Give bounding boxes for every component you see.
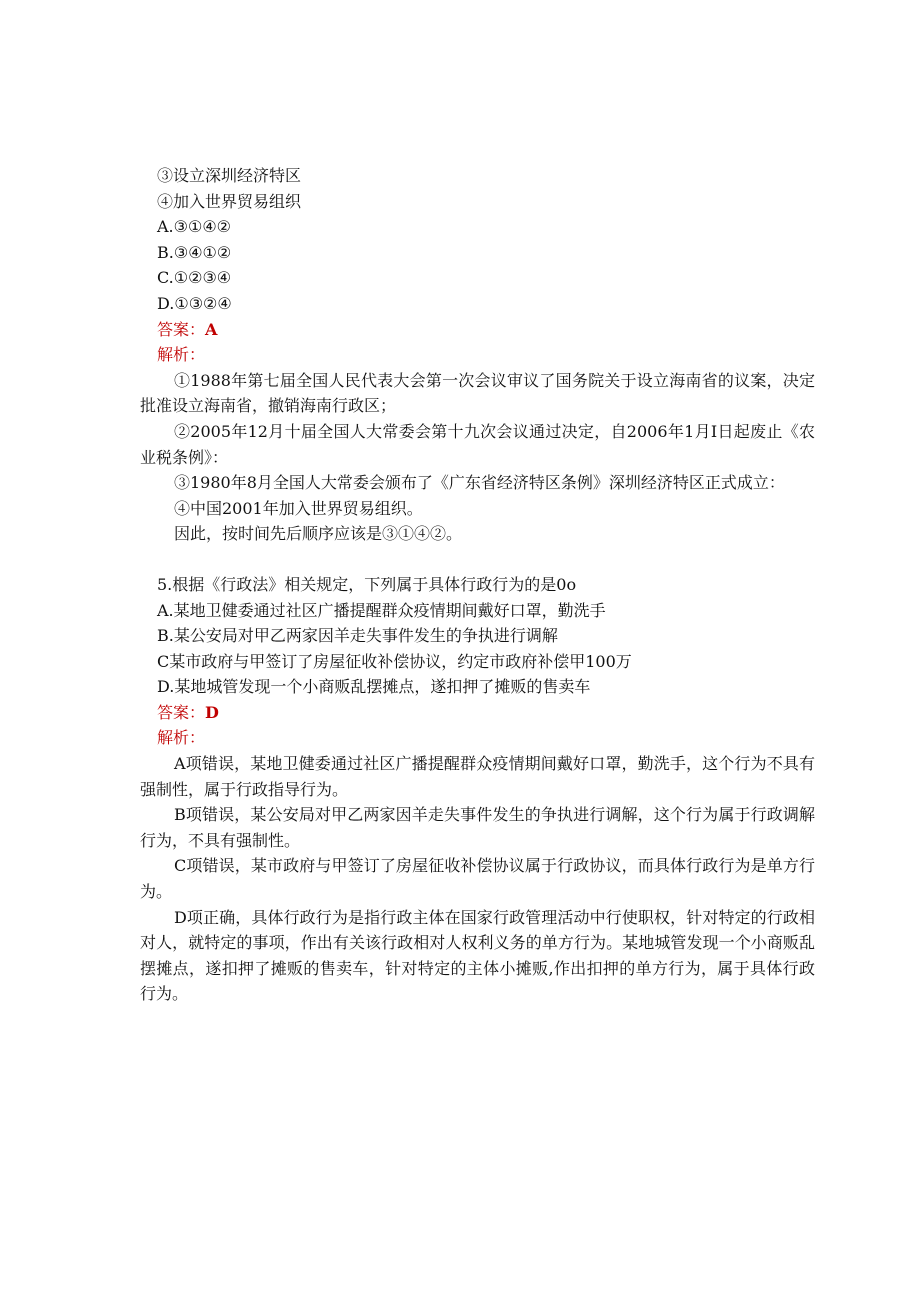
- q5-choice-c: C某市政府与甲签订了房屋征收补偿协议，约定市政府补偿甲100万: [157, 651, 632, 671]
- q4-answer-value: A: [205, 319, 218, 339]
- q5-analysis-label: 解析：: [157, 728, 206, 748]
- q4-choice-a: A.③①④②: [157, 217, 232, 237]
- question-4-block: [140, 163, 815, 547]
- q4-analysis-conclusion: 因此，按时间先后顺序应该是③①④②。: [174, 524, 463, 544]
- q4-answer-label: 答案：: [157, 319, 206, 339]
- q5-choice-b: B.某公安局对甲乙两家因羊走失事件发生的争执进行调解: [157, 626, 558, 646]
- q5-answer: [140, 700, 815, 726]
- q4-option-3: ③设立深圳经济特区: [157, 166, 302, 185]
- q5-answer-value: D: [205, 702, 219, 722]
- q4-option-4: ④加入世界贸易组织: [157, 191, 302, 211]
- q5-analysis-c: C项错误，某市政府与甲签订了房屋征收补偿协议属于行政协议，而具体行政行为是单方行为。: [140, 856, 815, 902]
- q4-analysis-item-3: ③1980年8月全国人大常委会颁布了《广东省经济特区条例》深圳经济特区正式成立：: [174, 473, 785, 493]
- q5-choice-d: D.某地城管发现一个小商贩乱摆摊点，遂扣押了摊贩的售卖车: [157, 677, 591, 697]
- q4-analysis-item-2: ②2005年12月十届全国人大常委会第十九次会议通过决定，自2006年1月I日起废止《农业税条例》：: [140, 421, 815, 467]
- question-gap: [140, 547, 815, 572]
- q4-analysis-item-1: ①1988年第七届全国人民代表大会第一次会议审议了国务院关于设立海南省的议案，决定批准设立海南省，撤销海南行政区；: [140, 370, 815, 416]
- q4-choice-d: D.①③②④: [157, 293, 232, 313]
- q4-analysis-item-4: ④中国2001年加入世界贸易组织。: [174, 498, 423, 518]
- question-5-block: [140, 572, 815, 1007]
- q5-analysis-a: A项错误，某地卫健委通过社区广播提醒群众疫情期间戴好口罩，勤洗手，这个行为不具有强制性，属于行政指导行为。: [140, 754, 815, 799]
- q4-choice-c: C.①②③④: [157, 268, 232, 288]
- q5-choice-a: A.某地卫健委通过社区广播提醒群众疫情期间戴好口罩，勤洗手: [157, 600, 606, 620]
- q5-analysis-b: B项错误，某公安局对甲乙两家因羊走失事件发生的争执进行调解，这个行为属于行政调解行为，不具有强制性。: [140, 805, 815, 850]
- q5-analysis-d: D项正确，具体行政行为是指行政主体在国家行政管理活动中行使职权，针对特定的行政相对人，就特定的事项，作出有关该行政相对人权利义务的单方行为。某地城管发现一个小商贩乱摆摊点，遂扣押了摊贩的售卖车，针对特定的主体小摊贩,作出扣押的单方行为，属于具体行政行为。: [140, 907, 815, 1004]
- q4-choice-b: B.③④①②: [157, 242, 232, 262]
- q5-question: 5.根据《行政法》相关规定，下列属于具体行政行为的是0o: [157, 574, 577, 594]
- q5-answer-label: 答案：: [157, 702, 206, 722]
- q4-answer: [140, 317, 815, 343]
- page-content: [140, 163, 815, 1007]
- q4-analysis-label: 解析：: [157, 345, 206, 365]
